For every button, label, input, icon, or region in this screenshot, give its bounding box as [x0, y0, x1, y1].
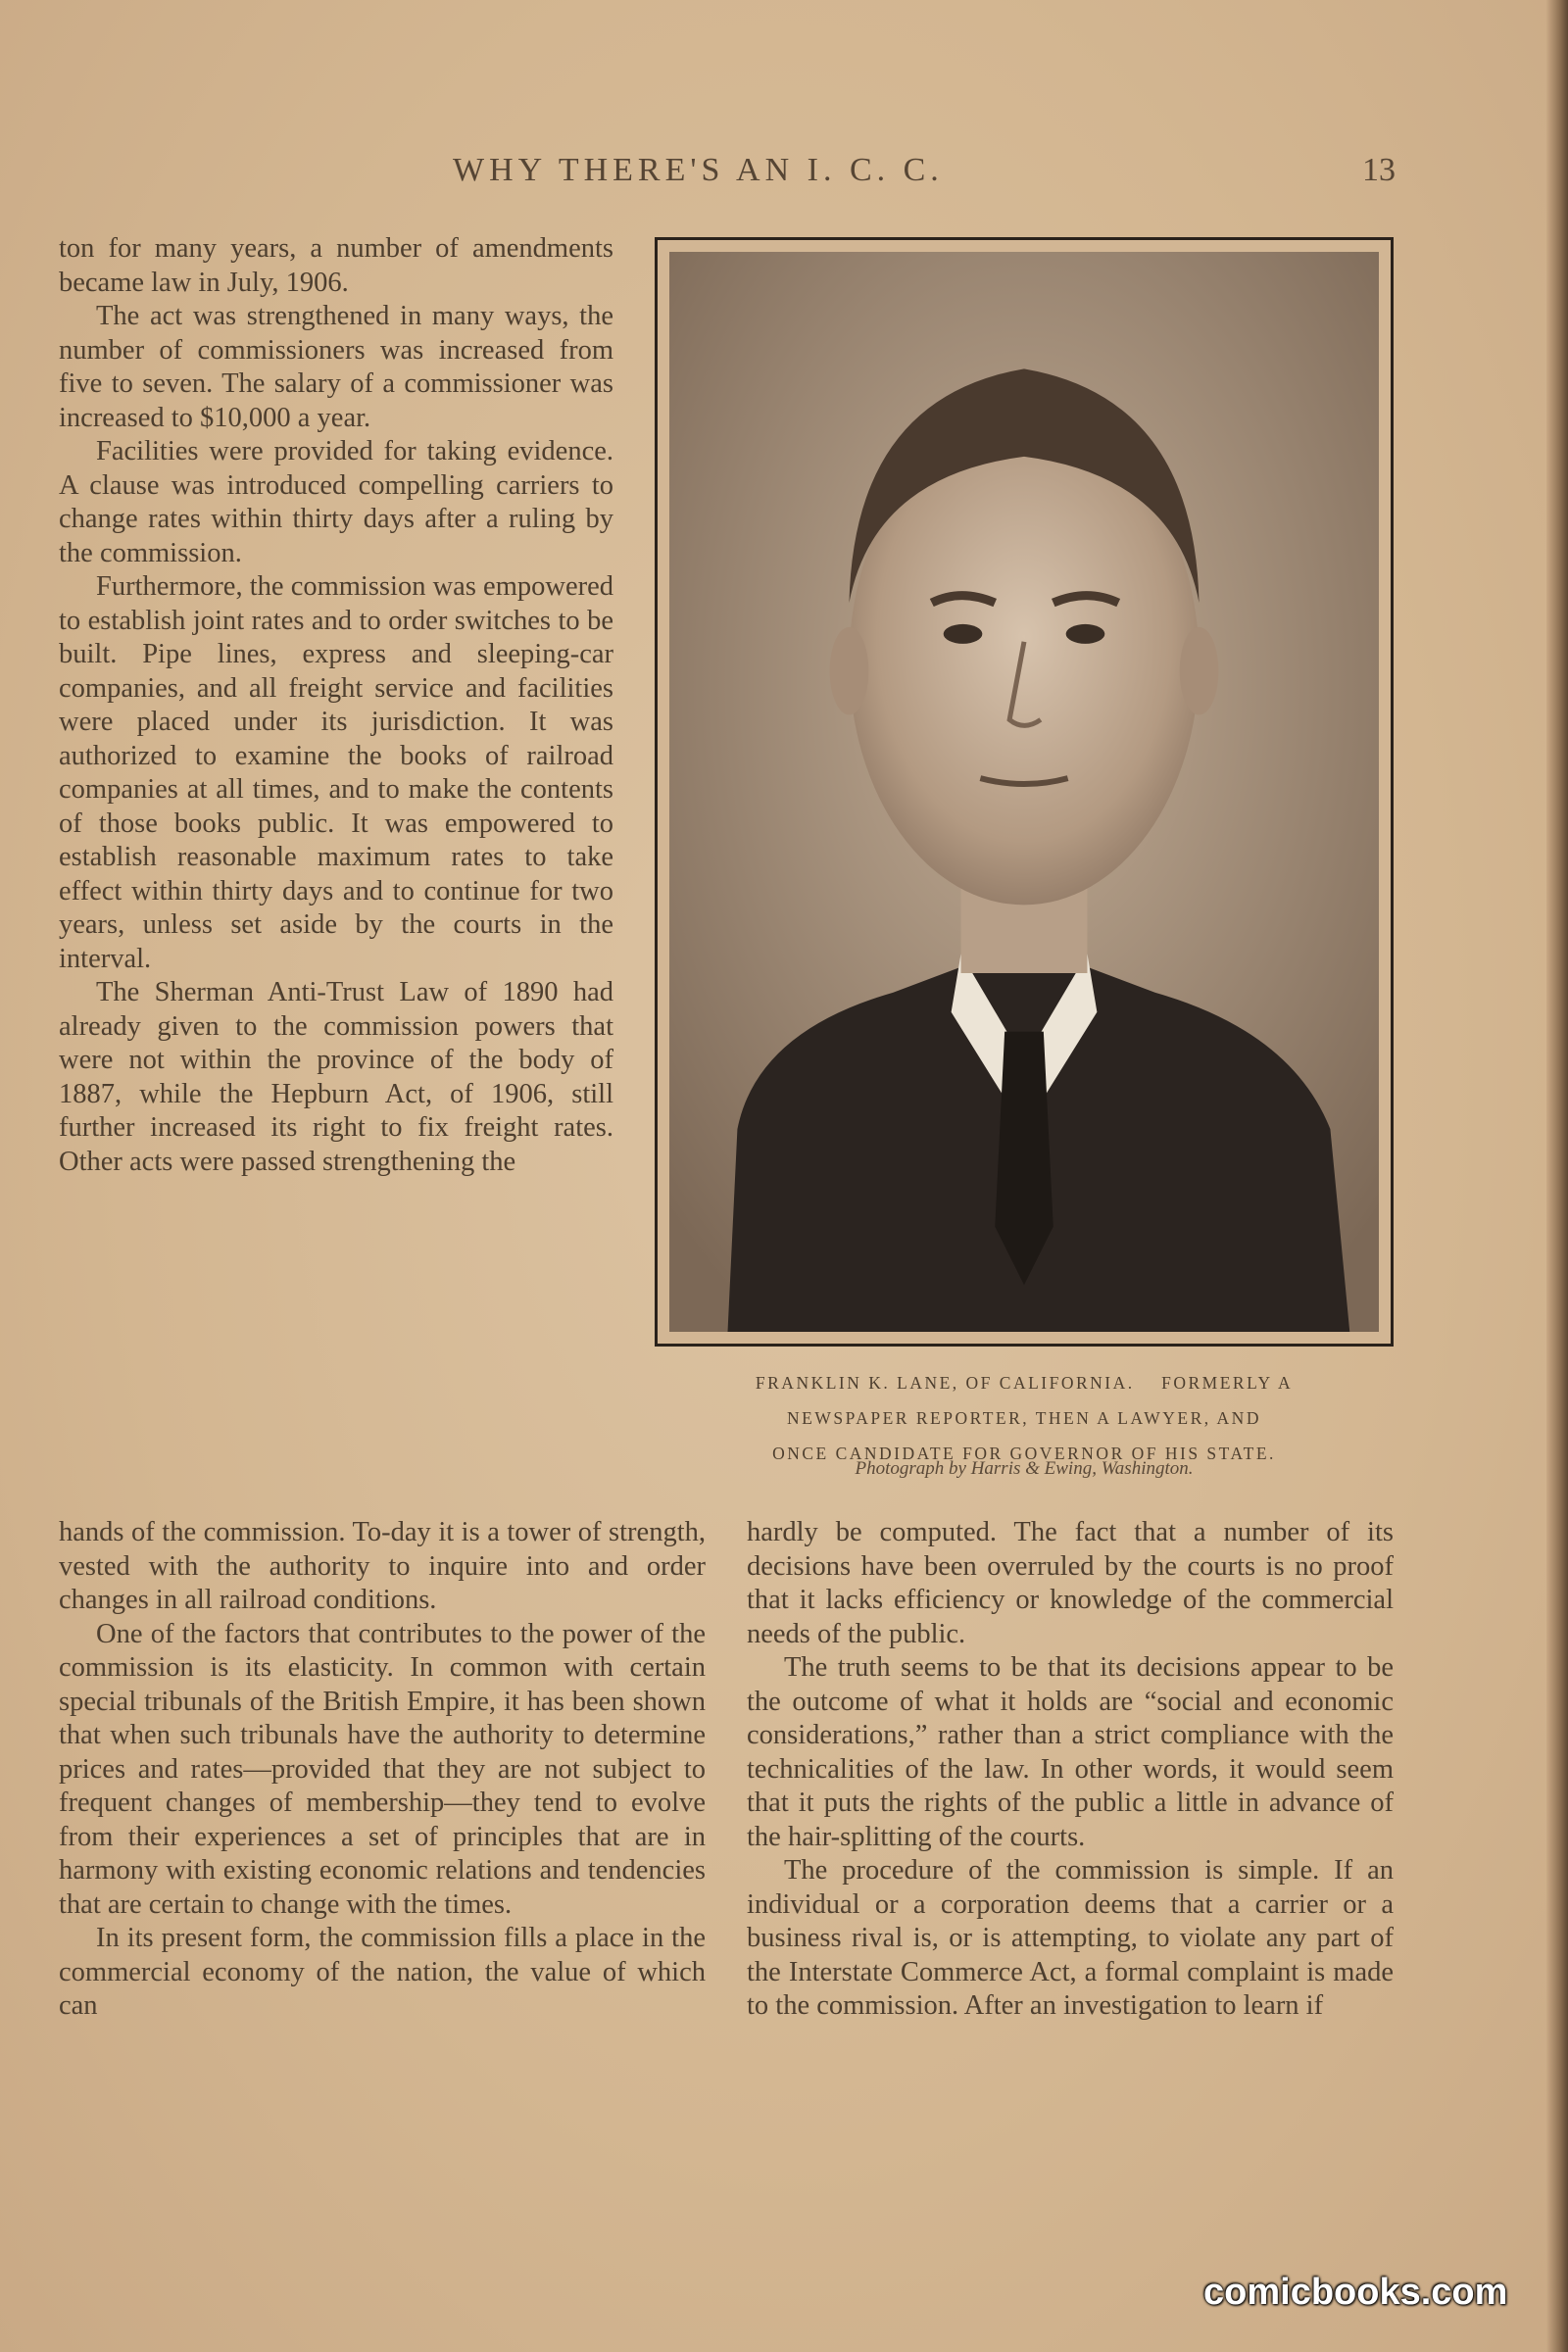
photo-credit: Photograph by Harris & Ewing, Washington.	[855, 1458, 1194, 1479]
page-spine-edge	[1546, 0, 1568, 2352]
portrait-photo-frame	[655, 237, 1394, 1347]
paragraph: Furthermore, the commission was empowered to establish joint rates and to order switches to be built. Pipe lines, express and sleeping-car companies, and all freight service and facilities were placed under its jurisdiction. It was authorized to examine the books of railroad companies at all times, and to make the contents of those books public. It was empowered to establish reasonable maximum rates to take effect within thirty days and to continue for two years, unless set aside by the courts in the interval.	[59, 571, 613, 974]
page-number: 13	[1362, 152, 1396, 188]
paragraph: The procedure of the commission is simple. If an individual or a corporation deems that a carrier or a business rival is, or is attempting, to violate any part of the Interstate Commerce Act, a formal complaint is made to the commission. After an investigation to learn if	[747, 1855, 1394, 2021]
paragraph: hands of the commission. To-day it is a tower of strength, vested with the authority to inquire into and order changes in all railroad conditions.	[59, 1517, 706, 1615]
paragraph: The act was strengthened in many ways, the number of commissioners was increased from five to seven. The salary of a commissioner was increased to $10,000 a year.	[59, 301, 613, 433]
caption-line: FRANKLIN K. LANE, OF CALIFORNIA. FORMERLY A	[755, 1373, 1294, 1393]
right-column	[747, 1516, 1394, 2024]
paragraph: hardly be computed. The fact that a number of its decisions have been overruled by the courts is no proof that it lacks efficiency or knowledge of the commercial needs of the public.	[747, 1517, 1394, 1649]
paragraph: One of the factors that contributes to the power of the commission is its elasticity. In common with certain special tribunals of the British Empire, it has been shown that when such tribunals have the authority to determine prices and rates—provided that they are not subject to frequent changes of membership—they tend to evolve from their experiences a set of principles that are in harmony with existing economic relations and tendencies that are certain to change with the times.	[59, 1618, 706, 1920]
page-header	[0, 152, 1568, 201]
portrait-photo	[669, 252, 1379, 1332]
site-watermark: comicbooks.com	[1203, 2272, 1508, 2313]
paragraph: Facilities were provided for taking evidence. A clause was introduced compelling carriers to change rates within thirty days after a ruling by the commission.	[59, 436, 613, 568]
paragraph: ton for many years, a number of amendments became law in July, 1906.	[59, 233, 613, 298]
photo-caption	[666, 1365, 1382, 1471]
caption-line: ONCE CANDIDATE FOR GOVERNOR OF HIS STATE.	[772, 1444, 1276, 1463]
left-column-top	[59, 232, 613, 1179]
paragraph: In its present form, the commission fills a place in the commercial economy of the nation, the value of which can	[59, 1923, 706, 2021]
left-column-bottom	[59, 1516, 706, 2024]
portrait-illustration	[669, 252, 1379, 1332]
caption-line: NEWSPAPER REPORTER, THEN A LAWYER, AND	[787, 1408, 1261, 1428]
running-title: WHY THERE'S AN I. C. C.	[453, 152, 944, 188]
paragraph: The truth seems to be that its decisions appear to be the outcome of what it holds are “social and economic considerations,” rather than a strict compliance with the technicalities of the law. In other words, it would seem that it puts the rights of the public a little in advance of the hair-splitting of the courts.	[747, 1652, 1394, 1852]
paragraph: The Sherman Anti-Trust Law of 1890 had already given to the commission powers that were not within the province of the body of 1887, while the Hepburn Act, of 1906, still further increased its right to fix freight rates. Other acts were passed strengthening the	[59, 977, 613, 1177]
